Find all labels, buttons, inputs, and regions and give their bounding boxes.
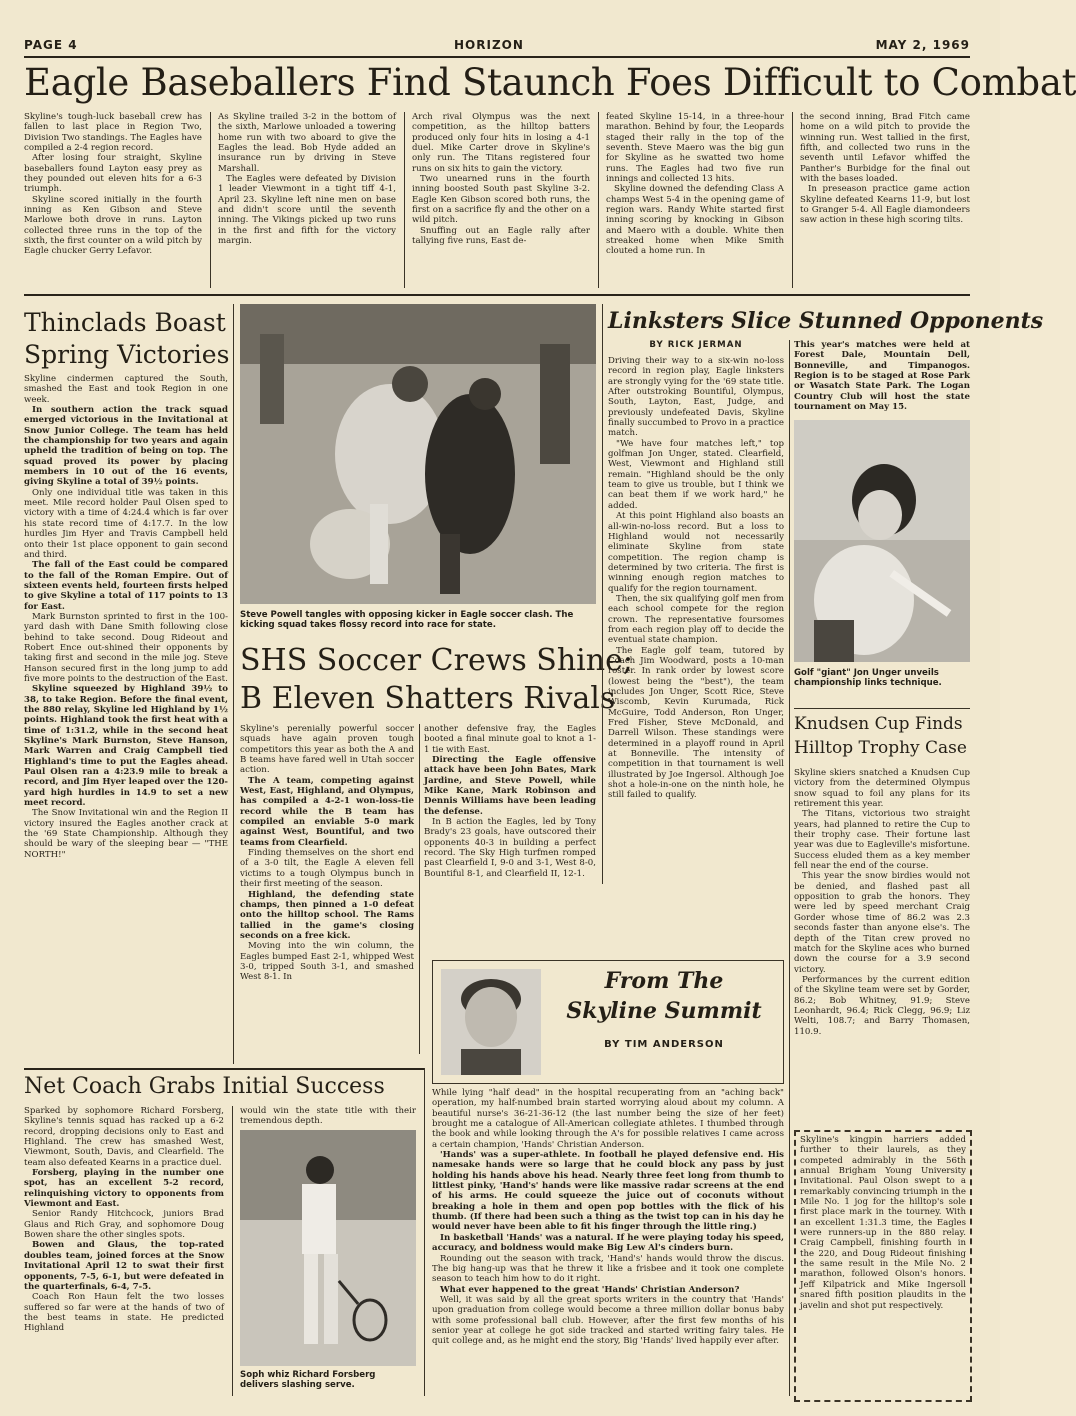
summit-column-header xyxy=(432,960,784,1084)
article-paragraph: While lying "half dead" in the hospital recuperating from an "aching back" operation, my half-numbed brain started worrying aloud about my column. A beautiful nurse's 36-21-36-12 (the last number being the size of her feet) brought me a catalogue of All-American collegiate athletes. I thumbed through the book and while looking through the A's for possible relatives I came across a certain champion, 'Hands' Christian Anderson. xyxy=(432,1088,784,1150)
soccer-column-1 xyxy=(240,724,414,1054)
baseball-column-4 xyxy=(606,112,784,290)
article-paragraph: feated Skyline 15-14, in a three-hour marathon. Behind by four, the Leopards staged their rally in the top of the seventh. Steve Maero was the big gun for Skyline as he swatted two home runs. The Eagles had two five run innings and collected 13 hits. xyxy=(606,112,784,185)
article-paragraph: Skyline's tough-luck baseball crew has fallen to last place in Region Two, Division Two standings. The Eagles have compiled a 2-4 region record. xyxy=(24,112,202,154)
article-paragraph: As Skyline trailed 3-2 in the bottom of the sixth, Marlowe unloaded a towering home run with two aboard to give the Eagles the lead. Bob Hyde added an insurance run by driving in Steve Marshall. xyxy=(218,112,396,174)
golf-sidebar-note: This year's matches were held at Forest Dale, Mountain Dell, Bonneville, and Timpanogos. Region is to be staged at Rose Park or Wasatch State Park. The Logan Country Club will host the state tournament on May 15. xyxy=(794,340,970,413)
article-paragraph: Well, it was said by all the great sports writers in the country that 'Hands' upon graduation from college would become a three million dollar bonus baby with some professional ball club. However, after the first few months of his senior year at college he got side tracked and started writing fairy tales. He quit college and, as he might end the story, Big 'Hands' lived happily ever after. xyxy=(432,1294,784,1347)
article-paragraph: Finding themselves on the short end of a 3-0 tilt, the Eagle A eleven fell victims to a tough Olympus bunch in their first meeting of the season. xyxy=(240,848,414,890)
column-rule xyxy=(789,716,790,1396)
article-paragraph: The Snow Invitational win and the Region II victory insured the Eagles another crack at the '69 State Championship. Although they should be wary of the sleeping bear — "THE NORTH!" xyxy=(24,808,228,860)
masthead xyxy=(24,36,970,58)
column-rule xyxy=(404,112,405,288)
baseball-column-1 xyxy=(24,112,202,290)
article-paragraph: the second inning, Brad Fitch came home on a wild pitch to provide the winning run. West tallied in the first, fifth, and collected two runs in the seventh until Lefavor whiffed the Panther's Burbidge for the final out with the bases loaded. xyxy=(800,112,970,185)
tennis-article-body xyxy=(24,1106,224,1396)
article-paragraph: another defensive fray, the Eagles booted a final minute goal to knot a 1-1 tie with East. xyxy=(424,724,596,755)
ski-article-body xyxy=(794,768,970,1128)
golf-headline: Linksters Slice Stunned Opponents xyxy=(608,308,1044,334)
baseball-column-5 xyxy=(800,112,970,290)
article-paragraph: Skyline downed the defending Class A champs West 5-4 in the opening game of region wars. Randy White started first inning scoring by knocking in Gibson and Maero with a double. White then streaked home when Mike Smith clouted a home run. In xyxy=(606,184,784,257)
baseball-headline: Eagle Baseballers Find Staunch Foes Difficult to Combat xyxy=(24,61,1076,104)
article-paragraph: Skyline's perenially powerful soccer squads have again proven tough competitors this year as both the A and B teams have fared well in Utah soccer action. xyxy=(240,724,414,776)
article-paragraph: Skyline cindermen captured the South, smashed the East and took Region in one week. xyxy=(24,374,228,405)
baseball-column-2 xyxy=(218,112,396,290)
ski-headline-line-2: Hilltop Trophy Case xyxy=(794,738,967,758)
soccer-headline-line-1: SHS Soccer Crews Shine; xyxy=(240,643,633,678)
section-rule xyxy=(24,294,970,296)
harriers-box: Skyline's kingpin harriers added further to their laurels, as they competed admirably in the 56th annual Brigham Young University Invitational. Paul Olson swept to a remarkably convincing triumph in the Mile No. 1 jog for the hilltop's sole first place mark in the tourney. With an excellent 1:31.3 time, the Eagles were runners-up in the 880 relay. Craig Campbell, finishing fourth in the 220, and Doug Rideout finishing the same result in the Mile No. 2 marathon, followed Olson's honors. Jeff Kilpatrick and Mike Ingersoll snared fifth position plaudits in the javelin and shot put respectively. xyxy=(794,1130,972,1402)
issue-date: MAY 2, 1969 xyxy=(875,38,970,52)
columnist-photo xyxy=(441,969,541,1075)
column-rule xyxy=(792,112,793,288)
soccer-photo xyxy=(240,304,596,604)
column-rule xyxy=(419,724,420,1054)
article-paragraph: At this point Highland also boasts an all-win-no-loss record. But a loss to Highland would not necessarily eliminate Skyline from state competition. The region champ is determined by two criteria. The first is winning enough region matches to qualify for the region tournament. xyxy=(608,511,784,594)
article-paragraph: Two unearned runs in the fourth inning boosted South past Skyline 3-2. Eagle Ken Gibson scored both runs, the first on a sacrifice fly and the other on a wild pitch. xyxy=(412,174,590,226)
article-paragraph: Highland, the defending state champs, then pinned a 1-0 defeat onto the hilltop school. The Rams tallied in the game's closing seconds on a free kick. xyxy=(240,889,414,941)
article-paragraph: In B action the Eagles, led by Tony Brady's 23 goals, have outscored their opponents 40-3 in building a perfect record. The Sky High turfmen romped past Clearfield I, 9-0 and 3-1, West 8-0, Bountiful 8-1, and Clearfield II, 12-1. xyxy=(424,817,596,879)
column-rule xyxy=(602,304,603,884)
summit-article-body xyxy=(432,1088,784,1396)
golf-photo-caption: Golf "giant" Jon Unger unveils championship links technique. xyxy=(794,668,942,689)
article-paragraph: Forsberg, playing in the number one spot, has an excellent 5-2 record, relinquishing victory to opponents from Viewmont and East. xyxy=(24,1168,224,1210)
article-paragraph: The A team, competing against West, East, Highland, and Olympus, has compiled a 4-2-1 won-loss-tie record while the B team has compiled an enviable 5-0 mark against West, Bountiful, and two teams from Clearfield. xyxy=(240,775,414,848)
article-paragraph: The Eagles were defeated by Division 1 leader Viewmont in a tight tiff 4-1, April 23. Skyline left nine men on base and didn't score until the seventh inning. The Vikings picked up two runs in the first and fifth for the victory margin. xyxy=(218,174,396,247)
baseball-column-3 xyxy=(412,112,590,290)
article-paragraph: Driving their way to a six-win no-loss record in region play, Eagle linksters are strongly vying for the '69 state title. After outstroking Bountiful, Olympus, South, Layton, East, Judge, and previously undefeated Davis, Skyline finally succumbed to Provo in a practice match. xyxy=(608,356,784,439)
summit-title-line-1: From The xyxy=(604,968,724,994)
article-paragraph: Performances by the current edition of the Skyline team were set by Gorder, 86.2; Bob Whitney, 91.9; Steve Leonhardt, 96.4; Rick Clegg, 96.9; Liz Welti, 108.7; and Barry Thomasen, 110.9. xyxy=(794,974,970,1037)
summit-title-line-2: Skyline Summit xyxy=(566,998,762,1024)
tennis-column-2-text: would win the state title with their tremendous depth. xyxy=(240,1106,416,1127)
article-paragraph: Skyline scored initially in the fourth inning as Ken Gibson and Steve Marlowe both drove in runs. Layton collected three runs in the top of the sixth, the first counter on a wild pitch by Eagle chucker Gerry Lefavor. xyxy=(24,194,202,257)
article-paragraph: Senior Randy Hitchcock, juniors Brad Glaus and Rich Gray, and sophomore Doug Bowen share the other singles spots. xyxy=(24,1209,224,1241)
article-paragraph: Arch rival Olympus was the next competition, as the hilltop batters produced only four hits in losing a 4-1 duel. Mike Carter drove in Skyline's only run. The Titans registered four runs on six hits to gain the victory. xyxy=(412,112,590,174)
article-paragraph: In basketball 'Hands' was a natural. If he were playing today his speed, accuracy, and boldness would make Big Lew Al's cinders burn. xyxy=(432,1232,784,1254)
track-article-body xyxy=(24,374,228,1064)
article-paragraph: Then, the six qualifying golf men from each school compete for the region crown. The representative foursomes from each region play off to decide the eventual state champion. xyxy=(608,593,784,646)
article-paragraph: Directing the Eagle offensive attack have been John Bates, Mark Jardine, and Steve Powell, while Mike Kane, Mark Robinson and Dennis Williams have been leading the defense. xyxy=(424,755,596,817)
article-paragraph: In southern action the track squad emerged victorious in the Invitational at Snow Junior College. The team has held the championship for two years and again upheld the tradition of being on top. The squad proved its power by placing members in 10 out of the 16 events, giving Skyline a total of 39½ points. xyxy=(24,405,228,488)
article-paragraph: Skyline skiers snatched a Knudsen Cup victory from the determined Olympus snow squad to foil any plans for its retirement this year. xyxy=(794,768,970,810)
article-paragraph: Snuffing out an Eagle rally after tallying five runs, East de- xyxy=(412,225,590,247)
article-paragraph: Sparked by sophomore Richard Forsberg, Skyline's tennis squad has racked up a 6-2 record, dropping decisions only to East and Highland. The crew has smashed West, Viewmont, South, Davis, and Clearfield. The team also defeated Kearns in a practice duel. xyxy=(24,1106,224,1168)
article-paragraph: In preseason practice game action Skyline defeated Kearns 11-9, but lost to Granger 5-4. All Eagle diamondeers saw action in these high scoring tilts. xyxy=(800,184,970,226)
article-paragraph: Rounding out the season with track, 'Hand's' hands would throw the discus. The big hang-up was that he threw it like a frisbee and it took one complete season to teach him how to do it right. xyxy=(432,1253,784,1285)
article-paragraph: Skyline squeezed by Highland 39½ to 38, to take Region. Before the final event, the 880 relay, Skyline led Highland by 1½ points. Highland took the first heat with a time of 1:31.2, while in the second heat Skyline's Mark Burnston, Steve Hanson, Mark Warren and Craig Campbell tied Highland's time to put the Eagles ahead. Paul Olsen ran a 4:23.9 mile to break a record, and Jim Hyer leaped over the 120-yard high hurdles in 14.9 to set a new meet record. xyxy=(24,684,228,809)
article-paragraph: Coach Ron Haun felt the two losses suffered so far were at the hands of two of the best teams in state. He predicted Highland xyxy=(24,1292,224,1334)
article-paragraph: "We have four matches left," top golfman Jon Unger, stated. Clearfield, West, Viewmont and Highland still remain. "Highland should be the only team to give us trouble, but I think we can beat them if we work hard," he added. xyxy=(608,438,784,511)
soccer-headline-line-2: B Eleven Shatters Rivals xyxy=(240,681,616,716)
article-paragraph: The Titans, victorious two straight years, had planned to retire the Cup to their trophy case. Their fortune last year was due to Eagleville's misfortune. Success eluded them as a key member fell near the end of the course. xyxy=(794,809,970,872)
article-paragraph: 'Hands' was a super-athlete. In football he played defensive end. His namesake hands were so large that he could block any pass by just holding his hands above his head. Nearly three feet long from thumb to littlest pinky, 'Hand's' hands were like massive radar screens at the end of his arms. He could squeeze the juice out of coconuts without breaking a hole in them and open pop bottles with the flick of his thumb. (If there had been such a thing as the twist top can in his day he would never have been able to fit his finger through the little ring.) xyxy=(432,1150,784,1233)
article-paragraph: Moving into the win column, the Eagles bumped East 2-1, whipped West 3-0, tripped South 3-1, and smashed West 8-1. In xyxy=(240,941,414,983)
paper-name: HORIZON xyxy=(454,38,524,52)
column-rule xyxy=(233,304,234,1064)
column-rule xyxy=(232,1106,233,1396)
tennis-photo-caption: Soph whiz Richard Forsberg delivers slashing serve. xyxy=(240,1370,376,1391)
golf-article-body xyxy=(608,356,784,884)
page-number: PAGE 4 xyxy=(24,38,78,52)
article-paragraph: This year the snow birdies would not be denied, and flashed past all opposition to grab the honors. They were led by speed merchant Craig Gorder whose time of 86.2 was 2.3 seconds faster than anyone else's. The depth of the Titan crew proved no match for the Skyline aces who burned down the course for a 3.9 second victory. xyxy=(794,871,970,975)
tennis-photo xyxy=(240,1130,416,1366)
column-rule xyxy=(598,112,599,288)
soccer-photo-caption: Steve Powell tangles with opposing kicker in Eagle soccer clash. The kicking squad takes flossy record into race for state. xyxy=(240,610,574,631)
column-rule xyxy=(210,112,211,288)
column-rule xyxy=(789,340,790,720)
ski-headline-line-1: Knudsen Cup Finds xyxy=(794,714,963,734)
article-paragraph: The fall of the East could be compared to the fall of the Roman Empire. Out of sixteen events held, fourteen firsts helped to give Skyline a total of 117 points to 13 for East. xyxy=(24,560,228,612)
track-headline-line-1: Thinclads Boast xyxy=(24,308,226,337)
article-paragraph: After losing four straight, Skyline baseballers found Layton easy prey as they pounded out eleven hits for a 6-3 triumph. xyxy=(24,153,202,195)
section-rule xyxy=(794,708,970,709)
golf-byline: BY RICK JERMAN xyxy=(649,340,743,350)
golf-photo xyxy=(794,420,970,662)
article-paragraph: The Eagle golf team, tutored by Coach Jim Woodward, posts a 10-man roster. In rank order by lowest score (lowest being the "best"), the team includes Jon Unger, Scott Rice, Steve Wiscomb, Kevin Kurumada, Rick McGuire, Todd Anderson, Ron Unger, Fred Fisher, Steve McDonald, and Darrell Wilson. These standings were determined in a playoff round in April at Bonneville. The intensity of competition in that tournament is well illustrated by Joe Ingersol. Although Joe shot a hole-in-one on the ninth hole, he still failed to qualify. xyxy=(608,645,784,801)
article-paragraph: Mark Burnston sprinted to first in the 100-yard dash with Dane Smith following close behind to take second. Doug Rideout and Robert Ence out-shined their opponents by taking first and second in the mile jog. Steve Hanson secured first in the long jump to add five more points to the destruction of the East. xyxy=(24,611,228,684)
track-headline-line-2: Spring Victories xyxy=(24,340,230,369)
tennis-headline: Net Coach Grabs Initial Success xyxy=(24,1074,385,1099)
article-paragraph: What ever happened to the great 'Hands' Christian Anderson? xyxy=(440,1284,740,1295)
article-paragraph: Only one individual title was taken in this meet. Mile record holder Paul Olsen sped to victory with a time of 4:24.4 which is far over his state record time of 4:17.7. In the low hurdles Jim Hyer and Travis Campbell held onto their 1st place opponent to gain second and third. xyxy=(24,487,228,560)
section-rule xyxy=(24,1068,424,1070)
column-rule xyxy=(424,1068,425,1396)
summit-byline: BY TIM ANDERSON xyxy=(604,1039,724,1050)
article-paragraph: Bowen and Glaus, the top-rated doubles team, joined forces at the Snow Invitational April 12 to swat their first opponents, 7-5, 6-1, but were defeated in the quarterfinals, 6-4, 7-5. xyxy=(24,1240,224,1292)
